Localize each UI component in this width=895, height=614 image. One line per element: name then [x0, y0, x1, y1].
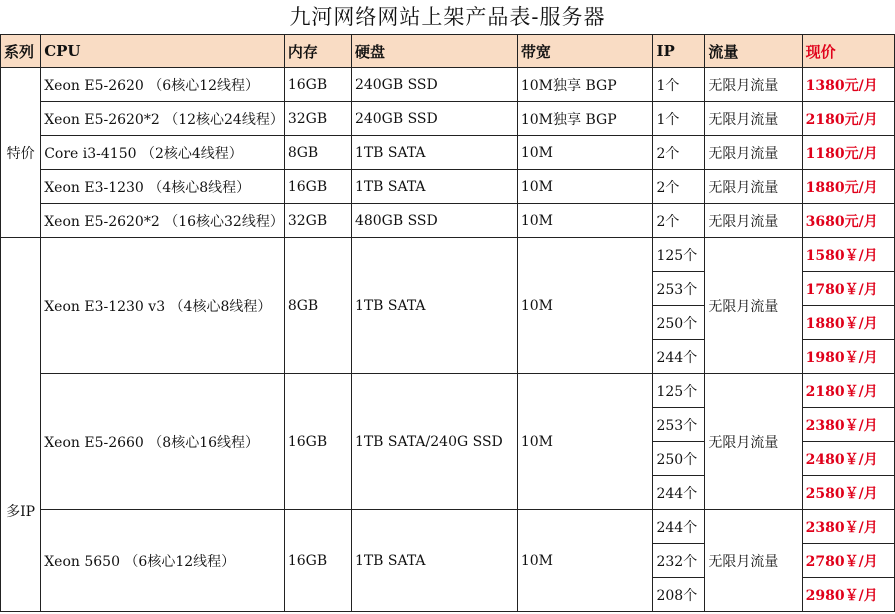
cpu-cell: Xeon E5-2620*2 （16核心32线程）: [41, 204, 285, 238]
table-row: [1, 510, 895, 544]
memory-cell: 8GB: [284, 136, 351, 170]
bandwidth-cell: 10M: [517, 238, 653, 374]
traffic-cell: 无限月流量: [705, 68, 802, 102]
ip-cell: 125个: [653, 374, 705, 408]
bandwidth-cell: 10M独享 BGP: [517, 68, 653, 102]
header-traffic: 流量: [705, 35, 802, 68]
traffic-cell: 无限月流量: [705, 170, 802, 204]
cpu-cell: Xeon 5650 （6核心12线程）: [41, 510, 285, 612]
ip-cell: 232个: [653, 544, 705, 578]
table-row: [1, 136, 895, 170]
traffic-cell: 无限月流量: [705, 374, 802, 510]
disk-cell: 1TB SATA: [351, 510, 517, 612]
memory-cell: 16GB: [284, 510, 351, 612]
ip-cell: 253个: [653, 272, 705, 306]
memory-cell: 8GB: [284, 238, 351, 374]
ip-cell: 2个: [653, 170, 705, 204]
header-series: 系列: [1, 35, 41, 68]
bandwidth-cell: 10M独享 BGP: [517, 102, 653, 136]
ip-cell: 208个: [653, 578, 705, 612]
price-cell: 1380元/月: [802, 68, 894, 102]
ip-cell: 250个: [653, 442, 705, 476]
table-row: [1, 102, 895, 136]
price-cell: 2480￥/月: [802, 442, 894, 476]
table-row: [1, 374, 895, 408]
price-cell: 3680元/月: [802, 204, 894, 238]
traffic-cell: 无限月流量: [705, 510, 802, 612]
disk-cell: 1TB SATA/240G SSD: [351, 374, 517, 510]
price-cell: 2180￥/月: [802, 374, 894, 408]
price-cell: 2980￥/月: [802, 578, 894, 612]
header-memory: 内存: [284, 35, 351, 68]
cpu-cell: Core i3-4150 （2核心4线程）: [41, 136, 285, 170]
price-cell: 2380￥/月: [802, 510, 894, 544]
price-cell: 2580￥/月: [802, 476, 894, 510]
memory-cell: 16GB: [284, 68, 351, 102]
ip-cell: 1个: [653, 68, 705, 102]
table-row: [1, 238, 895, 272]
cpu-cell: Xeon E5-2620 （6核心12线程）: [41, 68, 285, 102]
price-cell: 1880￥/月: [802, 306, 894, 340]
page-title: 九河网络网站上架产品表-服务器: [289, 5, 606, 29]
price-cell: 1980￥/月: [802, 340, 894, 374]
product-table: [0, 34, 895, 612]
ip-cell: 2个: [653, 204, 705, 238]
price-cell: 1180元/月: [802, 136, 894, 170]
ip-cell: 244个: [653, 510, 705, 544]
ip-cell: 250个: [653, 306, 705, 340]
price-cell: 2180元/月: [802, 102, 894, 136]
bandwidth-cell: 10M: [517, 170, 653, 204]
disk-cell: 240GB SSD: [351, 102, 517, 136]
price-cell: 2780￥/月: [802, 544, 894, 578]
table-row: [1, 170, 895, 204]
header-row: [1, 35, 895, 68]
memory-cell: 32GB: [284, 102, 351, 136]
price-cell: 1780￥/月: [802, 272, 894, 306]
header-price: 现价: [802, 35, 894, 68]
bandwidth-cell: 10M: [517, 136, 653, 170]
disk-cell: 1TB SATA: [351, 238, 517, 374]
traffic-cell: 无限月流量: [705, 204, 802, 238]
series-special: 特价: [1, 68, 41, 238]
disk-cell: 240GB SSD: [351, 68, 517, 102]
ip-cell: 244个: [653, 476, 705, 510]
header-bandwidth: 带宽: [517, 35, 653, 68]
memory-cell: 16GB: [284, 374, 351, 510]
header-cpu: CPU: [41, 35, 285, 68]
memory-cell: 16GB: [284, 170, 351, 204]
price-cell: 1880元/月: [802, 170, 894, 204]
disk-cell: 480GB SSD: [351, 204, 517, 238]
cpu-cell: Xeon E3-1230 v3 （4核心8线程）: [41, 238, 285, 374]
cpu-cell: Xeon E3-1230 （4核心8线程）: [41, 170, 285, 204]
table-row: [1, 68, 895, 102]
traffic-cell: 无限月流量: [705, 238, 802, 374]
price-cell: 2380￥/月: [802, 408, 894, 442]
ip-cell: 253个: [653, 408, 705, 442]
cpu-cell: Xeon E5-2620*2 （12核心24线程）: [41, 102, 285, 136]
traffic-cell: 无限月流量: [705, 136, 802, 170]
disk-cell: 1TB SATA: [351, 170, 517, 204]
disk-cell: 1TB SATA: [351, 136, 517, 170]
ip-cell: 244个: [653, 340, 705, 374]
series-multi-ip: 多IP: [1, 238, 41, 612]
ip-cell: 2个: [653, 136, 705, 170]
memory-cell: 32GB: [284, 204, 351, 238]
price-cell: 1580￥/月: [802, 238, 894, 272]
ip-cell: 125个: [653, 238, 705, 272]
ip-cell: 1个: [653, 102, 705, 136]
header-disk: 硬盘: [351, 35, 517, 68]
bandwidth-cell: 10M: [517, 510, 653, 612]
bandwidth-cell: 10M: [517, 204, 653, 238]
bandwidth-cell: 10M: [517, 374, 653, 510]
table-row: [1, 204, 895, 238]
cpu-cell: Xeon E5-2660 （8核心16线程）: [41, 374, 285, 510]
traffic-cell: 无限月流量: [705, 102, 802, 136]
header-ip: IP: [653, 35, 705, 68]
